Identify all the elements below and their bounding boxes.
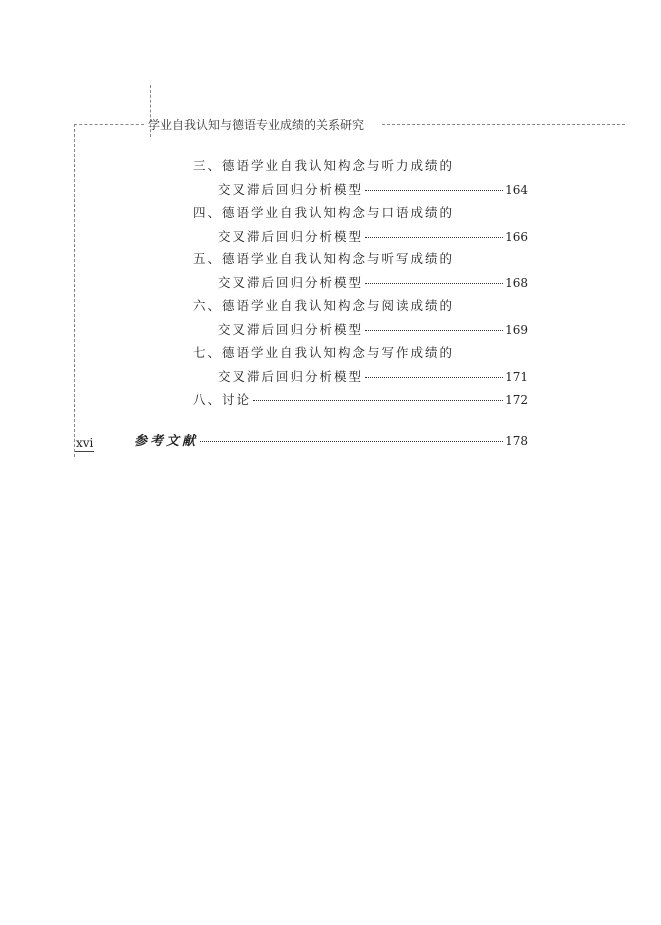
dot-leader — [253, 400, 503, 401]
toc-entry-4-subtitle: 交叉滞后回归分析模型 — [218, 229, 364, 244]
dot-leader — [365, 237, 503, 238]
dot-leader — [365, 330, 503, 331]
page-number: xvi — [76, 436, 94, 450]
dot-leader — [365, 190, 503, 191]
dot-leader — [365, 283, 503, 284]
toc-entry-7-title: 七、德语学业自我认知构念与写作成绩的 — [193, 345, 455, 360]
dot-leader — [200, 441, 503, 442]
toc-entry-discussion[interactable] — [193, 390, 528, 408]
toc-entry-4-page: 166 — [505, 230, 528, 244]
toc-bibliography-label: 参考文献 — [134, 434, 199, 449]
toc-entry-5-line[interactable] — [218, 273, 528, 291]
dot-leader — [365, 377, 503, 378]
header-rule-right — [382, 124, 625, 125]
toc-entry-5-subtitle: 交叉滞后回归分析模型 — [218, 275, 364, 290]
toc-entry-4-line[interactable] — [218, 227, 528, 245]
margin-vertical-rule — [74, 124, 75, 457]
toc-entry-5-title: 五、德语学业自我认知构念与听写成绩的 — [193, 251, 455, 266]
running-header-title: 学业自我认知与德语专业成绩的关系研究 — [148, 118, 365, 132]
toc-discussion-label: 八、讨论 — [193, 392, 252, 407]
toc-entry-7-line[interactable] — [218, 367, 528, 385]
toc-entry-7-subtitle: 交叉滞后回归分析模型 — [218, 369, 364, 384]
toc-bibliography-page: 178 — [505, 434, 528, 448]
toc-entry-6-subtitle: 交叉滞后回归分析模型 — [218, 322, 364, 337]
toc-entry-6-page: 169 — [505, 323, 528, 337]
toc-entry-6-title: 六、德语学业自我认知构念与阅读成绩的 — [193, 298, 455, 313]
toc-entry-5-page: 168 — [505, 276, 528, 290]
toc-entry-3-subtitle: 交叉滞后回归分析模型 — [218, 182, 364, 197]
toc-discussion-page: 172 — [505, 393, 528, 407]
toc-entry-7-page: 171 — [505, 370, 528, 384]
toc-entry-3-page: 164 — [505, 183, 528, 197]
toc-entry-3-line[interactable] — [218, 180, 528, 198]
header-rule-left — [74, 124, 144, 125]
toc-entry-6-line[interactable] — [218, 320, 528, 338]
toc-entry-bibliography[interactable] — [134, 430, 528, 449]
toc-entry-3-title: 三、德语学业自我认知构念与听力成绩的 — [193, 158, 455, 173]
toc-entry-4-title: 四、德语学业自我认知构念与口语成绩的 — [193, 205, 455, 220]
